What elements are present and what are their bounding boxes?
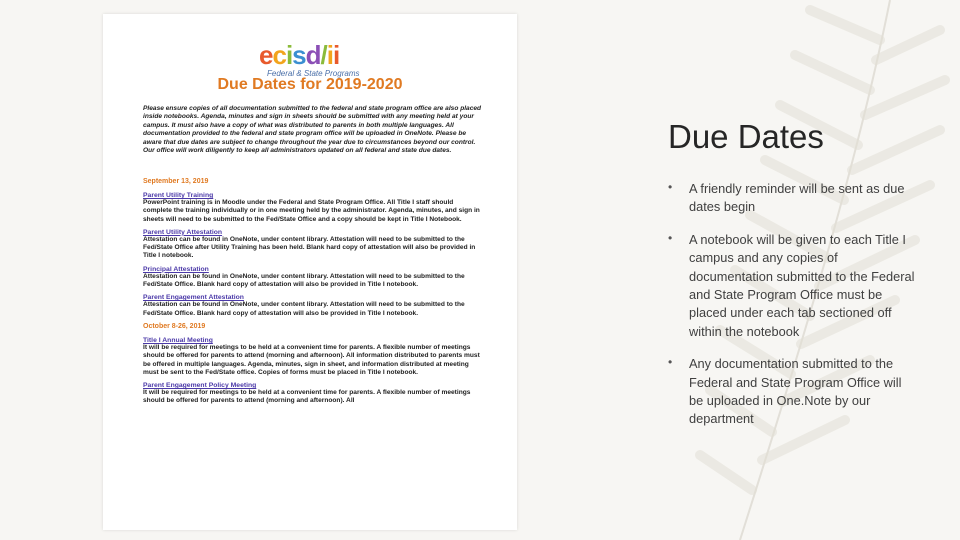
- section-heading: Title I Annual Meeting: [143, 336, 213, 344]
- section-body: Attestation can be found in OneNote, under content library. Attestation will need to be submitted to the Fed/State Office. Blank hard copy of attestation will also be provided in Title I notebook.: [143, 301, 465, 317]
- bullet-marker: •: [668, 355, 673, 370]
- section-body: It will be required for meetings to be held at a convenient time for parents. A flexible number of meetings should be offered for parents to attend (morning and afternoon). All information distributed to parents must be offered in multiple languages. Agenda, minutes, sign in sheet, and information distributed at meeting must be sent to the Fed/State office. Copies of forms must be placed in Title I notebook.: [143, 343, 480, 376]
- bullet-item: [666, 180, 916, 217]
- ecisd-logo: [259, 42, 363, 78]
- bullet-text: A notebook will be given to each Title I campus and any copies of documentation submitted to the Federal and State Program Office must be placed under each tab sectioned off within the notebook: [689, 231, 915, 339]
- date-heading: October 8-26, 2019: [143, 322, 206, 330]
- document-intro: Please ensure copies of all documentation submitted to the federal and state program office are also placed inside notebooks. Agenda, minutes and sign in sheets should be submitted with any meeting held at your campus. It must also have a copy of what was distributed to parents in both multiple languages. All documentation provided to the federal and state program office will be uploaded in OneNote. Please be aware that due dates are subject to change throughout the year due to circumstances beyond our control. Our office will work diligently to keep all administrators updated on all federal and state due dates.: [143, 105, 482, 155]
- section-heading: Parent Engagement Attestation: [143, 294, 244, 302]
- bullet-marker: •: [668, 230, 673, 245]
- slide-title: Due Dates: [668, 118, 824, 155]
- bullet-item: [666, 231, 916, 341]
- date-heading: September 13, 2019: [143, 178, 209, 185]
- section-heading: Parent Engagement Policy Meeting: [143, 382, 257, 390]
- bullet-item: [666, 355, 916, 429]
- section-heading: Parent Utility Training: [143, 192, 214, 199]
- section-body: PowerPoint training is in Moodle under the Federal and State Program Office. All Title I staff should complete the training individually or in one meeting held by the administrator. Agenda, minutes, and sign in sheets will need to be submitted to the Fed/State Office and a copy should be kept in Title I Notebook.: [143, 199, 480, 223]
- section-body: Attestation can be found in OneNote, under content library. Attestation will need to be submitted to the Fed/State Office. Blank hard copy of attestation will also be provided in Title I notebook.: [143, 272, 465, 289]
- bullet-marker: •: [668, 180, 673, 194]
- document-title: Due Dates for 2019-2020: [217, 76, 403, 93]
- document-sections: [143, 174, 483, 411]
- document-image: [103, 14, 517, 530]
- logo-subtitle: Federal & State Programs: [267, 69, 360, 78]
- bullet-text: A friendly reminder will be sent as due dates begin: [689, 181, 905, 215]
- section-heading: Parent Utility Attestation: [143, 228, 223, 236]
- section-body: It will be required for meetings to be held at a convenient time for parents. A flexible number of meetings should be offered for parents to attend (morning and afternoon). All: [143, 389, 471, 405]
- logo-wordmark: ecisd/ii: [259, 40, 340, 70]
- bullet-text: Any documentation submitted to the Federal and State Program Office will be uploaded in One.Note by our department: [689, 356, 902, 427]
- section-heading: Principal Attestation: [143, 265, 209, 273]
- section-body: Attestation can be found in OneNote, under content library. Attestation will need to be submitted to the Fed/State Office after Utility Training has been held. Blank hard copy of attestation will also be provided in Title I notebook.: [143, 235, 476, 260]
- bullet-list: [666, 180, 916, 443]
